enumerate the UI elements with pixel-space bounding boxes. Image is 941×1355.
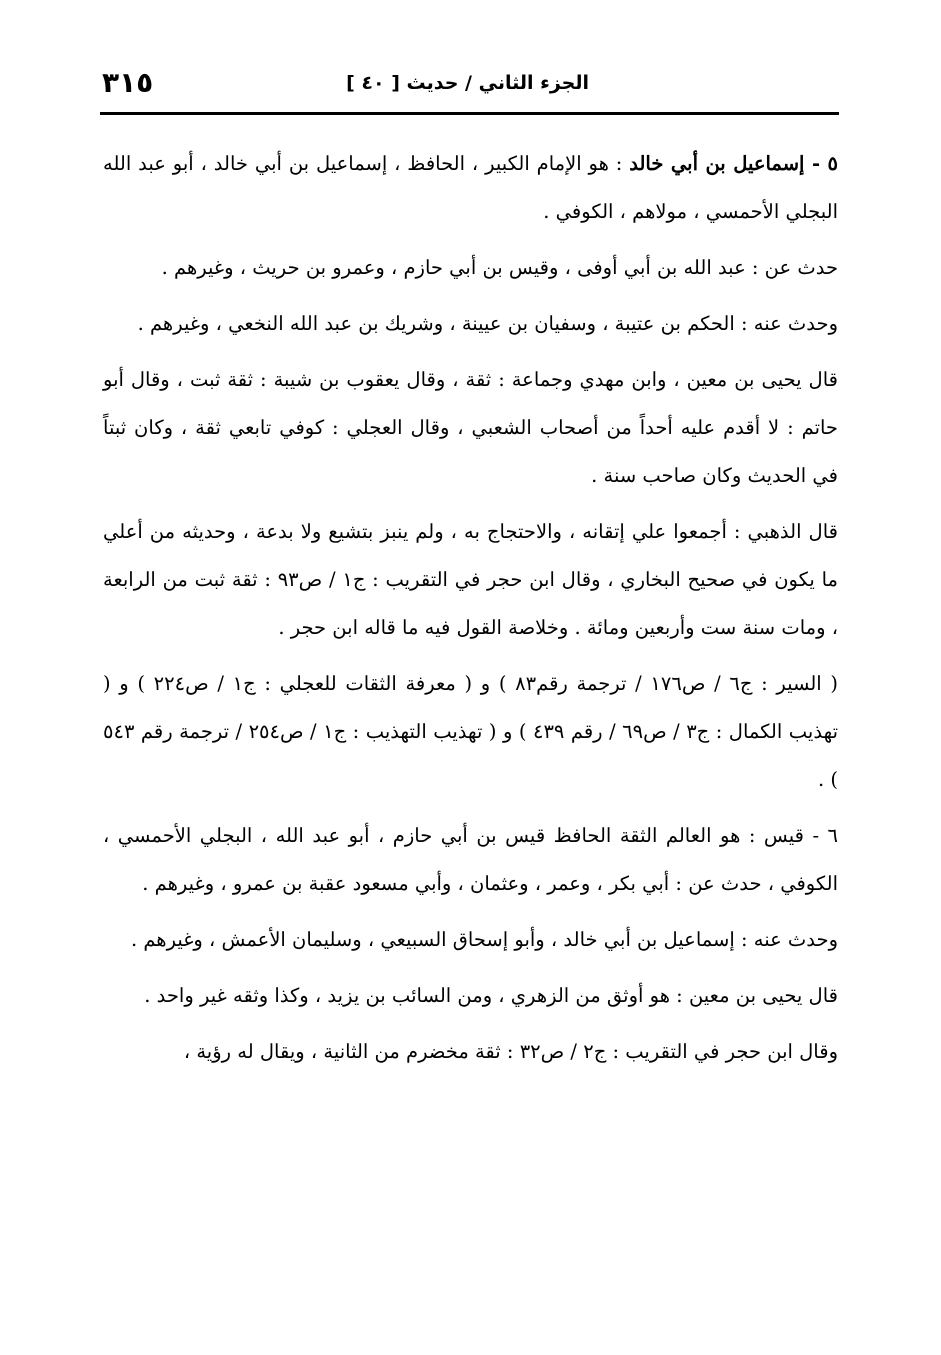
paragraph-text: قال الذهبي : أجمعوا علي إتقانه ، والاحتجاج به ، ولم ينبز بتشيع ولا بدعة ، وحديثه من أعلي ما يكون في صحيح البخاري ، وقال ابن حجر في التقريب : ج١ / ص٩٣ : ثقة ثبت من الرابعة ، ومات سنة ست وأربعين ومائة . وخلاصة القول فيه ما قاله ابن حجر . xyxy=(103,520,838,639)
paragraph-ismail-teachers xyxy=(103,244,838,292)
page-number: ٣١٥ xyxy=(102,66,154,99)
paragraph-text: وحدث عنه : إسماعيل بن أبي خالد ، وأبو إسحاق السبيعي ، وسليمان الأعمش ، وغيرهم . xyxy=(130,928,838,951)
body-text xyxy=(103,140,838,1076)
paragraph-text: وحدث عنه : الحكم بن عتيبة ، وسفيان بن عيينة ، وشريك بن عبد الله النخعي ، وغيرهم . xyxy=(137,312,838,335)
entry-heading: ٥ - إسماعيل بن أبي خالد xyxy=(629,152,838,175)
paragraph-text: قال يحيى بن معين ، وابن مهدي وجماعة : ثقة ، وقال يعقوب بن شيبة : ثقة ثبت ، وقال أبو حاتم : لا أقدم عليه أحداً من أصحاب الشعبي ، وقال العجلي : كوفي تابعي ثقة ، وكان ثبتاً في الحديث وكان صاحب سنة . xyxy=(103,368,838,487)
paragraph-text: : هو الإمام الكبير ، الحافظ ، إسماعيل بن أبي خالد ، أبو عبد الله البجلي الأحمسي ، مولاهم ، الكوفي . xyxy=(103,152,838,223)
paragraph-text: وقال ابن حجر في التقريب : ج٢ / ص٣٢ : ثقة مخضرم من الثانية ، ويقال له رؤية ، xyxy=(183,1040,838,1063)
paragraph-qays-taqrib xyxy=(103,1028,838,1076)
paragraph-ismail-students xyxy=(103,300,838,348)
paragraph-text: حدث عن : عبد الله بن أبي أوفى ، وقيس بن أبي حازم ، وعمرو بن حريث ، وغيرهم . xyxy=(161,256,838,279)
paragraph-qays-intro xyxy=(103,812,838,908)
paragraph-qays-students xyxy=(103,916,838,964)
paragraph-ismail-references xyxy=(103,660,838,804)
page-header xyxy=(100,62,839,115)
paragraph-ismail-grading xyxy=(103,356,838,500)
paragraph-text: ٦ - قيس : هو العالم الثقة الحافظ قيس بن أبي حازم ، أبو عبد الله ، البجلي الأحمسي ، الكوفي ، حدث عن : أبي بكر ، وعمر ، وعثمان ، وأبي مسعود عقبة بن عمرو ، وغيرهم . xyxy=(103,824,838,895)
paragraph-text: ( السير : ج٦ / ص١٧٦ / ترجمة رقم٨٣ ) و ( معرفة الثقات للعجلي : ج١ / ص٢٢٤ ) و ( تهذيب الكمال : ج٣ / ص٦٩ / رقم ٤٣٩ ) و ( تهذيب التهذيب : ج١ / ص٢٥٤ / ترجمة رقم ٥٤٣ ) . xyxy=(103,672,838,791)
paragraph-text: قال يحيى بن معين : هو أوثق من الزهري ، ومن السائب بن يزيد ، وكذا وثقه غير واحد . xyxy=(144,984,838,1007)
paragraph-ismail-intro xyxy=(103,140,838,236)
running-title: الجزء الثاني / حديث [ ٤٠ ] xyxy=(346,72,589,94)
paragraph-ismail-dhahabi xyxy=(103,508,838,652)
paragraph-qays-grading xyxy=(103,972,838,1020)
